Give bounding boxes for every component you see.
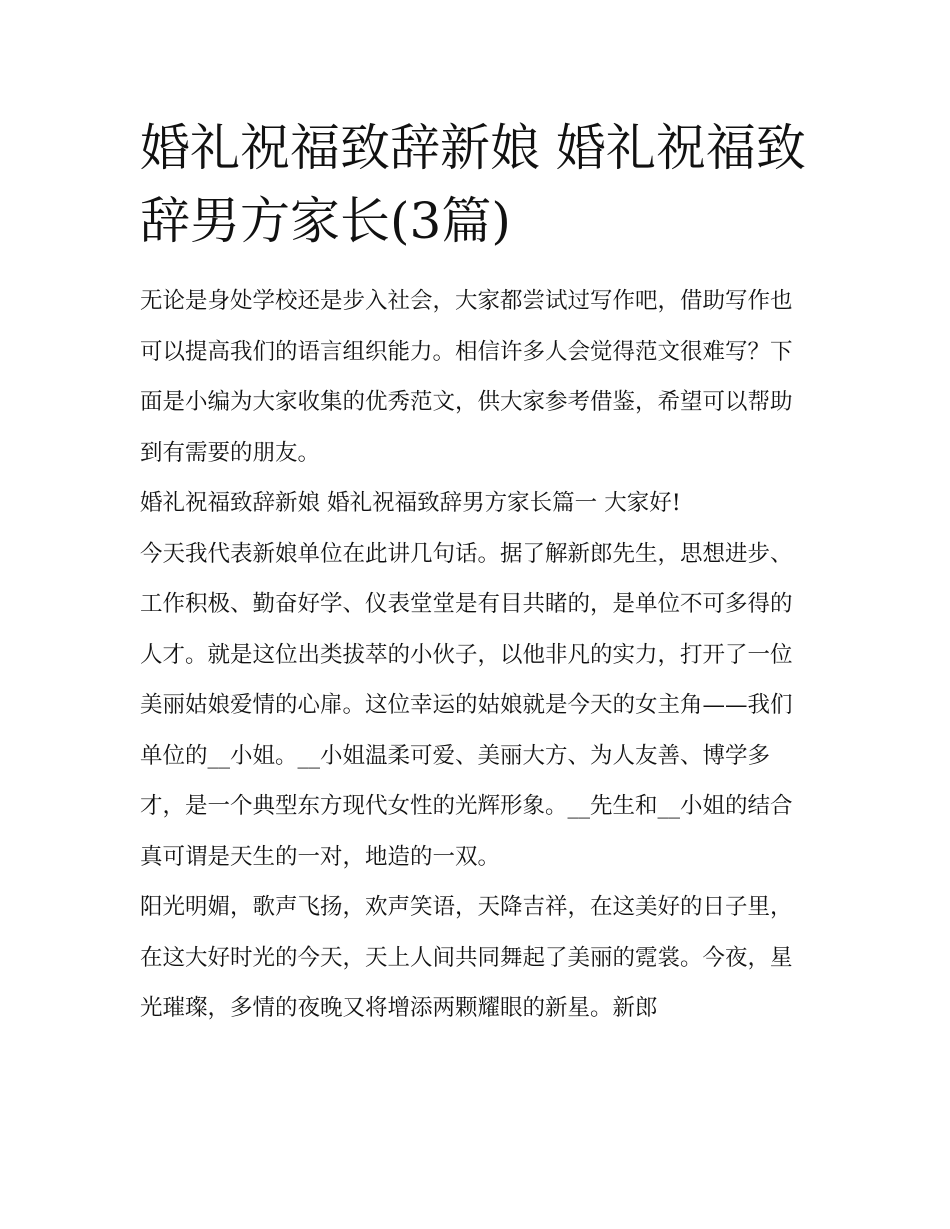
document-title: 婚礼祝福致辞新娘 婚礼祝福致辞男方家长(3篇) (140, 119, 806, 250)
body-paragraph: 阳光明媚，歌声飞扬，欢声笑语，天降吉祥，在这美好的日子里，在这大好时光的今天，天上人间共同舞起了美丽的霓裳。今夜，星光璀璨，多情的夜晚又将增添两颗耀眼的新星。新郎 (140, 894, 793, 1021)
document-body (140, 276, 812, 1034)
intro-paragraph: 无论是身处学校还是步入社会，大家都尝试过写作吧，借助写作也可以提高我们的语言组织能力。相信许多人会觉得范文很难写？下面是小编为大家收集的优秀范文，供大家参考借鉴，希望可以帮助到有需要的朋友。 (140, 288, 793, 466)
section-heading-paragraph: 婚礼祝福致辞新娘 婚礼祝福致辞男方家长篇一 大家好! (140, 490, 681, 516)
body-paragraph: 今天我代表新娘单位在此讲几句话。据了解新郎先生，思想进步、工作积极、勤奋好学、仪表堂堂是有目共睹的，是单位不可多得的人才。就是这位出类拔萃的小伙子，以他非凡的实力，打开了一位美丽姑娘爱情的心扉。这位幸运的姑娘就是今天的女主角——我们单位的__小姐。__小姐温柔可爱、美丽大方、为人友善、博学多才，是一个典型东方现代女性的光辉形象。__先生和__小姐的结合真可谓是天生的一对，地造的一双。 (140, 540, 793, 870)
